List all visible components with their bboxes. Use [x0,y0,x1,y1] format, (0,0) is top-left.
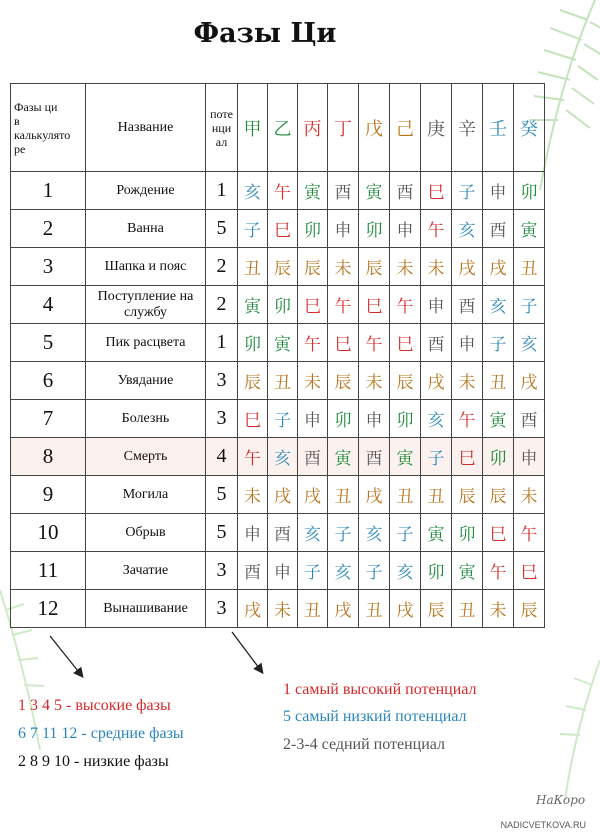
header-phase-line: ре [14,141,26,156]
arrow-to-phase-legend [50,636,82,676]
branch-cell: 申 [298,400,328,438]
branch-cell: 卯 [238,324,268,362]
phase-number-cell: 10 [11,514,86,552]
branch-cell: 申 [328,210,359,248]
branch-cell: 巳 [452,438,483,476]
branch-cell: 戌 [268,476,298,514]
branch-cell: 戌 [298,476,328,514]
phase-name-cell: Шапка и пояс [86,248,206,286]
phase-name-cell: Ванна [86,210,206,248]
branch-cell: 子 [483,324,514,362]
branch-cell: 寅 [390,438,421,476]
branch-cell: 丑 [452,590,483,628]
potential-cell: 5 [206,210,238,248]
branch-cell: 未 [268,590,298,628]
branch-cell: 卯 [298,210,328,248]
branch-cell: 卯 [421,552,452,590]
header-potential-line: нци [211,120,232,135]
phase-name-cell: Пик расцвета [86,324,206,362]
branch-cell: 卯 [514,172,545,210]
branch-cell: 辰 [268,248,298,286]
branch-cell: 戌 [238,590,268,628]
branch-cell: 丑 [359,590,390,628]
branch-cell: 未 [483,590,514,628]
branch-cell: 午 [483,552,514,590]
arrow-to-potential-legend [232,632,262,672]
potential-cell: 2 [206,286,238,324]
branch-cell: 丑 [514,248,545,286]
site-url: NADICVETKOVA.RU [500,820,586,830]
branch-cell: 子 [421,438,452,476]
branch-cell: 卯 [359,210,390,248]
phase-number-cell: 2 [11,210,86,248]
branch-cell: 亥 [421,400,452,438]
branch-cell: 亥 [359,514,390,552]
header-potential-line: ал [215,134,228,149]
branch-cell: 丑 [421,476,452,514]
branch-cell: 辰 [328,362,359,400]
branch-cell: 午 [268,172,298,210]
branch-cell: 丑 [483,362,514,400]
page-title: Фазы Ци [193,18,337,49]
branch-cell: 酉 [421,324,452,362]
branch-cell: 戌 [452,248,483,286]
legend-highest-potential: 1 самый высокий потенциал [283,681,477,698]
branch-cell: 未 [452,362,483,400]
header-phase-line: в [14,113,20,128]
phase-name-cell: Рождение [86,172,206,210]
stem-header-cell: 壬 [483,84,514,172]
branch-cell: 午 [514,514,545,552]
branch-cell: 辰 [359,248,390,286]
branch-cell: 子 [390,514,421,552]
branch-cell: 辰 [452,476,483,514]
branch-cell: 亥 [298,514,328,552]
stem-header-cell: 甲 [238,84,268,172]
stem-header-cell: 庚 [421,84,452,172]
potential-cell: 3 [206,362,238,400]
branch-cell: 未 [390,248,421,286]
stem-header-cell: 乙 [268,84,298,172]
branch-cell: 酉 [328,172,359,210]
legend-high-phases: 1 3 4 5 - высокие фазы [18,697,171,714]
branch-cell: 酉 [359,438,390,476]
phase-name-cell: Зачатие [86,552,206,590]
legend-medium-potential: 2-3-4 седний потенциал [283,736,446,753]
branch-cell: 寅 [298,172,328,210]
phase-number-cell: 5 [11,324,86,362]
phase-number-cell: 1 [11,172,86,210]
branch-cell: 巳 [421,172,452,210]
potential-cell: 1 [206,172,238,210]
branch-cell: 寅 [359,172,390,210]
branch-cell: 寅 [268,324,298,362]
phase-number-cell: 9 [11,476,86,514]
branch-cell: 亥 [390,552,421,590]
branch-cell: 辰 [421,590,452,628]
branch-cell: 卯 [452,514,483,552]
potential-cell: 3 [206,590,238,628]
phase-name-cell: Увядание [86,362,206,400]
branch-cell: 辰 [238,362,268,400]
branch-cell: 子 [268,400,298,438]
branch-cell: 辰 [483,476,514,514]
branch-cell: 巳 [514,552,545,590]
phase-number-cell: 8 [11,438,86,476]
legend-low-phases: 2 8 9 10 - низкие фазы [18,753,169,770]
potential-cell: 1 [206,324,238,362]
header-phase-line: калькулято [14,127,71,142]
branch-cell: 巳 [328,324,359,362]
potential-cell: 2 [206,248,238,286]
branch-cell: 子 [298,552,328,590]
branch-cell: 午 [421,210,452,248]
branch-cell: 亥 [328,552,359,590]
phase-name-cell: Вынашивание [86,590,206,628]
branch-cell: 申 [359,400,390,438]
branch-cell: 未 [328,248,359,286]
potential-cell: 5 [206,476,238,514]
branch-cell: 卯 [268,286,298,324]
phase-name-cell: Обрыв [86,514,206,552]
branch-cell: 午 [359,324,390,362]
branch-cell: 巳 [359,286,390,324]
branch-cell: 丑 [268,362,298,400]
branch-cell: 子 [238,210,268,248]
phase-name-cell: Могила [86,476,206,514]
branch-cell: 寅 [238,286,268,324]
phase-number-cell: 12 [11,590,86,628]
branch-cell: 巳 [268,210,298,248]
author-signature: НаКоро [536,793,586,807]
branch-cell: 丑 [390,476,421,514]
branch-cell: 亥 [452,210,483,248]
branch-cell: 申 [390,210,421,248]
branch-cell: 午 [298,324,328,362]
branch-cell: 酉 [452,286,483,324]
branch-cell: 丑 [238,248,268,286]
legend-medium-phases: 6 7 11 12 - средние фазы [18,725,184,742]
phase-number-cell: 4 [11,286,86,324]
branch-cell: 辰 [390,362,421,400]
branch-cell: 午 [328,286,359,324]
branch-cell: 酉 [268,514,298,552]
branch-cell: 午 [238,438,268,476]
phase-number-cell: 7 [11,400,86,438]
branch-cell: 亥 [238,172,268,210]
branch-cell: 午 [390,286,421,324]
branch-cell: 酉 [483,210,514,248]
branch-cell: 戌 [483,248,514,286]
header-potential-line: поте [210,106,233,121]
branch-cell: 卯 [390,400,421,438]
branch-cell: 申 [238,514,268,552]
branch-cell: 寅 [421,514,452,552]
branch-cell: 寅 [328,438,359,476]
phase-name-cell: Поступление на службу [86,286,206,324]
branch-cell: 卯 [328,400,359,438]
branch-cell: 巳 [298,286,328,324]
branch-cell: 丑 [298,590,328,628]
branch-cell: 亥 [268,438,298,476]
branch-cell: 申 [483,172,514,210]
branch-cell: 未 [359,362,390,400]
branch-cell: 戌 [421,362,452,400]
branch-cell: 申 [452,324,483,362]
branch-cell: 午 [452,400,483,438]
phase-number-cell: 3 [11,248,86,286]
branch-cell: 未 [238,476,268,514]
branch-cell: 寅 [452,552,483,590]
branch-cell: 申 [421,286,452,324]
branch-cell: 子 [328,514,359,552]
branch-cell: 戌 [359,476,390,514]
branch-cell: 子 [514,286,545,324]
potential-cell: 4 [206,438,238,476]
branch-cell: 亥 [483,286,514,324]
branch-cell: 子 [452,172,483,210]
branch-cell: 戌 [514,362,545,400]
branch-cell: 未 [298,362,328,400]
branch-cell: 辰 [514,590,545,628]
branch-cell: 酉 [298,438,328,476]
branch-cell: 辰 [298,248,328,286]
stem-header-cell: 丙 [298,84,328,172]
phase-number-cell: 6 [11,362,86,400]
branch-cell: 亥 [514,324,545,362]
stem-header-cell: 辛 [452,84,483,172]
stem-header-cell: 丁 [328,84,359,172]
branch-cell: 酉 [390,172,421,210]
stem-header-cell: 癸 [514,84,545,172]
potential-cell: 3 [206,552,238,590]
branch-cell: 戌 [390,590,421,628]
branch-cell: 未 [514,476,545,514]
branch-cell: 酉 [238,552,268,590]
branch-cell: 巳 [390,324,421,362]
branch-cell: 申 [268,552,298,590]
branch-cell: 戌 [328,590,359,628]
potential-cell: 5 [206,514,238,552]
phase-number-cell: 11 [11,552,86,590]
branch-cell: 申 [514,438,545,476]
phase-name-cell: Болезнь [86,400,206,438]
branch-cell: 酉 [514,400,545,438]
header-phase-line: Фазы ци [14,99,58,114]
stem-header-cell: 戊 [359,84,390,172]
header-name-cell: Название [86,84,206,172]
branch-cell: 丑 [328,476,359,514]
branch-cell: 巳 [238,400,268,438]
branch-cell: 子 [359,552,390,590]
branch-cell: 巳 [483,514,514,552]
potential-cell: 3 [206,400,238,438]
phase-name-cell: Смерть [86,438,206,476]
branch-cell: 寅 [483,400,514,438]
branch-cell: 卯 [483,438,514,476]
branch-cell: 寅 [514,210,545,248]
stem-header-cell: 己 [390,84,421,172]
legend-lowest-potential: 5 самый низкий потенциал [283,708,467,725]
branch-cell: 未 [421,248,452,286]
